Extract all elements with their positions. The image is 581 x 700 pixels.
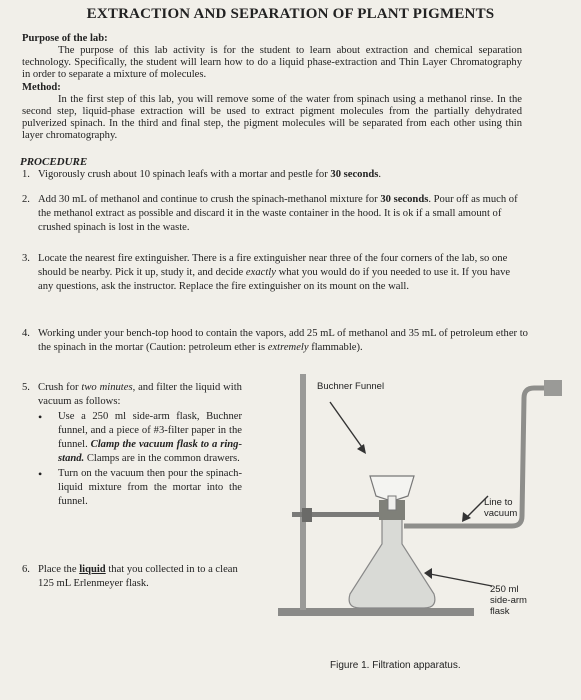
step-text [38, 381, 242, 509]
step-number: 3. [22, 253, 30, 264]
page-title: EXTRACTION AND SEPARATION OF PLANT PIGMENTS [86, 6, 495, 22]
ring-stand-base [278, 608, 474, 616]
flask-label-line: 250 ml [490, 584, 519, 595]
step-text-part: Working under your bench-top hood to contain the vapors, add 25 mL of methanol and 35 mL of petroleum ether to the spinach in the mortar (Caution: petroleum ether is [38, 328, 528, 353]
step-text-italic: extremely [267, 342, 309, 353]
step-text-part: that you collected in to a clean 125 mL Erlenmeyer flask. [38, 564, 238, 589]
step-number: 6. [22, 564, 30, 575]
step-text-part: Crush for [38, 382, 82, 393]
flask-label-line: flask [490, 606, 510, 617]
bullet-text-part: Clamps are in the common drawers. [84, 453, 240, 464]
buchner-funnel-label: Buchner Funnel [317, 381, 385, 392]
step-number: 4. [22, 328, 30, 339]
purpose-text: The purpose of this lab activity is for the student to learn about extraction and chemical separation technology. Specifically, the student will learn how to do a liquid phase-extraction and Thin Layer Chromatography in order to separate a mixture of molecules. [22, 45, 522, 80]
purpose-heading: Purpose of the lab: [22, 33, 108, 44]
step-text-part: . Pour off as much of the methanol extract as possible and discard it in the waste container in the hood. It is ok if a small amount of crushed spinach is lost in the waste. [38, 194, 518, 233]
flask-label [490, 584, 527, 617]
vacuum-valve [544, 380, 562, 396]
step-text-part: Vigorously crush about 10 spinach leafs with a mortar and pestle for [38, 169, 331, 180]
bullet-icon: • [38, 467, 43, 481]
bullet-text-part: Turn on the vacuum then pour the spinach-liquid mixture from the mortar into the funnel. [58, 468, 242, 507]
step-text-part: . [378, 169, 382, 180]
bullet-text-bolditalic: Clamp the vacuum flask to a ring-stand. [58, 439, 242, 464]
funnel-arrow [330, 402, 364, 450]
vacuum-label-line: Line to [484, 497, 513, 508]
bullet-item [38, 467, 242, 509]
bullet-text-part: Use a 250 ml side-arm flask, Buchner funnel, and a piece of #3-filter paper in the funnel. [58, 411, 242, 450]
clamp-holder [302, 508, 312, 522]
step-text-part: , and filter the liquid with vacuum as follows: [38, 382, 242, 407]
ring-stand-rod [300, 374, 306, 610]
step-text-part: Place the [38, 564, 80, 575]
step-text-part: Locate the nearest fire extinguisher. There is a fire extinguisher near three of the four corners of the lab, so one should be nearby. Pick it up, study it, and decide [38, 253, 508, 278]
step-text [38, 252, 528, 294]
bullet-item [38, 410, 242, 466]
bullet-icon: • [38, 410, 43, 424]
arrow-head-icon [424, 568, 432, 579]
method-section [22, 82, 522, 142]
step-number: 1. [22, 169, 30, 180]
vacuum-label-line: vacuum [484, 508, 518, 519]
vacuum-label [484, 497, 517, 519]
bullet-text [58, 467, 242, 509]
step-text-bold: 30 seconds [330, 169, 379, 180]
procedure-heading: PROCEDURE [20, 156, 88, 168]
step-number: 5. [22, 382, 30, 393]
step-text-part: flammable). [308, 342, 363, 353]
flask-arrow [430, 574, 492, 586]
step-text [38, 168, 528, 182]
funnel-stem [388, 496, 396, 510]
method-text: In the first step of this lab, you will remove some of the water from spinach using a methanol rinse. In the second step, liquid-phase extraction will be used to extract pigment molecules from the partially dehydrated pulverized spinach. In the third and final step, the pigment molecules will be separated from each other using thin layer chromatography. [22, 94, 522, 141]
figure-caption: Figure 1. Filtration apparatus. [330, 660, 461, 671]
step-text [38, 327, 528, 355]
step-text [38, 193, 528, 235]
bullet-text [58, 410, 242, 466]
step-text-part: what you would do if you needed to use it. If you have any questions, ask the instructor. Replace the fire extinguisher on its mount on the wall. [38, 267, 511, 292]
step-text [38, 563, 248, 591]
step-text-italic: two minutes [81, 382, 133, 393]
method-heading: Method: [22, 82, 61, 93]
side-arm-flask [349, 518, 435, 608]
step-text-bold: 30 seconds [380, 194, 429, 205]
step-number: 2. [22, 194, 30, 205]
flask-label-line: side-arm [490, 595, 527, 606]
step-text-part: Add 30 mL of methanol and continue to crush the spinach-methanol mixture for [38, 194, 381, 205]
step-text-italic: exactly [245, 267, 276, 278]
step-text-bold: liquid [79, 564, 106, 575]
purpose-section [22, 33, 522, 81]
